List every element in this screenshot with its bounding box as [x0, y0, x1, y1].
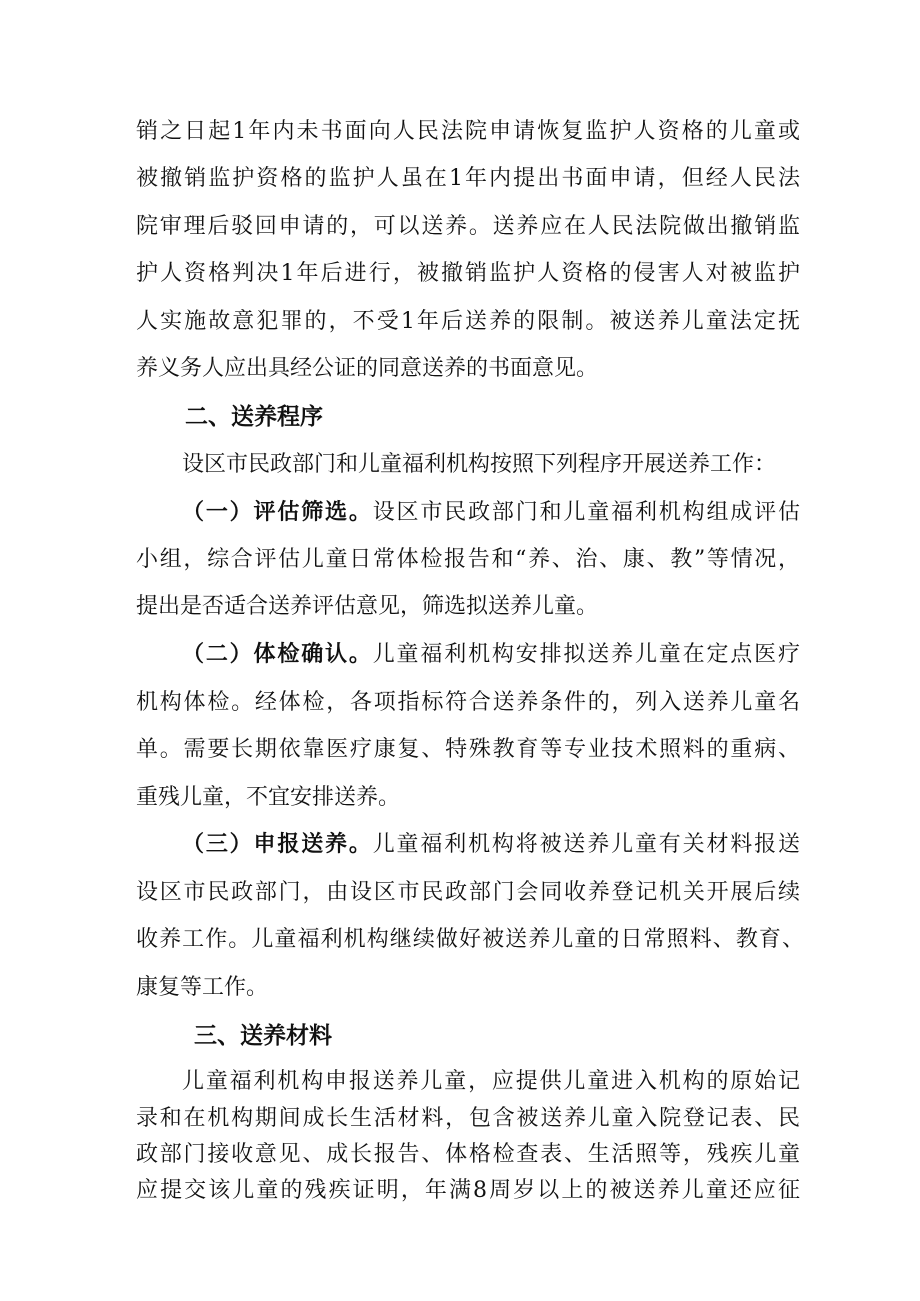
intro-line: 养义务人应出具经公证的同意送养的书面意见。: [136, 356, 599, 381]
item-lead: （一）评估筛选。: [182, 500, 373, 525]
item-line: 提出是否适合送养评估意见，筛选拟送养儿童。: [136, 594, 599, 619]
section-line: 录和在机构期间成长生活材料，包含被送养儿童入院登记表、民: [136, 1106, 800, 1131]
section-intro: 设区市民政部门和儿童福利机构按照下列程序开展送养工作：: [182, 452, 777, 477]
section-line: 政部门接收意见、成长报告、体格检查表、生活照等，残疾儿童: [136, 1142, 800, 1167]
item-line: 康复等工作。: [136, 975, 269, 1000]
item-first-line: [182, 498, 800, 528]
section-heading: 二、送养程序: [185, 404, 323, 430]
section-heading: 三、送养材料: [194, 1023, 332, 1049]
item-line: 小组，综合评估儿童日常体检报告和“养、治、康、教”等情况，: [136, 547, 800, 572]
item-first-line: [182, 830, 800, 860]
item-line: 单。需要长期依靠医疗康复、特殊教育等专业技术照料的重病、: [136, 737, 800, 762]
item-line: 收养工作。儿童福利机构继续做好被送养儿童的日常照料、教育、: [136, 927, 804, 952]
item-text: 设区市民政部门和儿童福利机构组成评估: [372, 500, 800, 525]
section-line: 儿童福利机构申报送养儿童，应提供儿童进入机构的原始记: [182, 1069, 800, 1094]
item-first-line: [182, 640, 800, 670]
intro-line: 护人资格判决1年后进行，被撤销监护人资格的侵害人对被监护: [136, 261, 800, 286]
item-line: 设区市民政部门，由设区市民政部门会同收养登记机关开展后续: [136, 880, 800, 905]
intro-line: 被撤销监护资格的监护人虽在1年内提出书面申请，但经人民法: [136, 166, 800, 191]
item-lead: （二）体检确认。: [182, 642, 373, 667]
item-line: 重残儿童，不宜安排送养。: [136, 785, 401, 810]
item-line: 机构体检。经体检，各项指标符合送养条件的，列入送养儿童名: [136, 690, 800, 715]
intro-line: 院审理后驳回申请的，可以送养。送养应在人民法院做出撤销监: [136, 214, 800, 239]
section-line: 应提交该儿童的残疾证明，年满8周岁以上的被送养儿童还应征: [136, 1178, 800, 1203]
item-text: 儿童福利机构将被送养儿童有关材料报送: [372, 832, 800, 857]
intro-line: 人实施故意犯罪的，不受1年后送养的限制。被送养儿童法定抚: [136, 309, 800, 334]
item-text: 儿童福利机构安排拟送养儿童在定点医疗: [372, 642, 800, 667]
item-lead: （三）申报送养。: [182, 832, 373, 857]
intro-line: 销之日起1年内未书面向人民法院申请恢复监护人资格的儿童或: [136, 119, 800, 144]
